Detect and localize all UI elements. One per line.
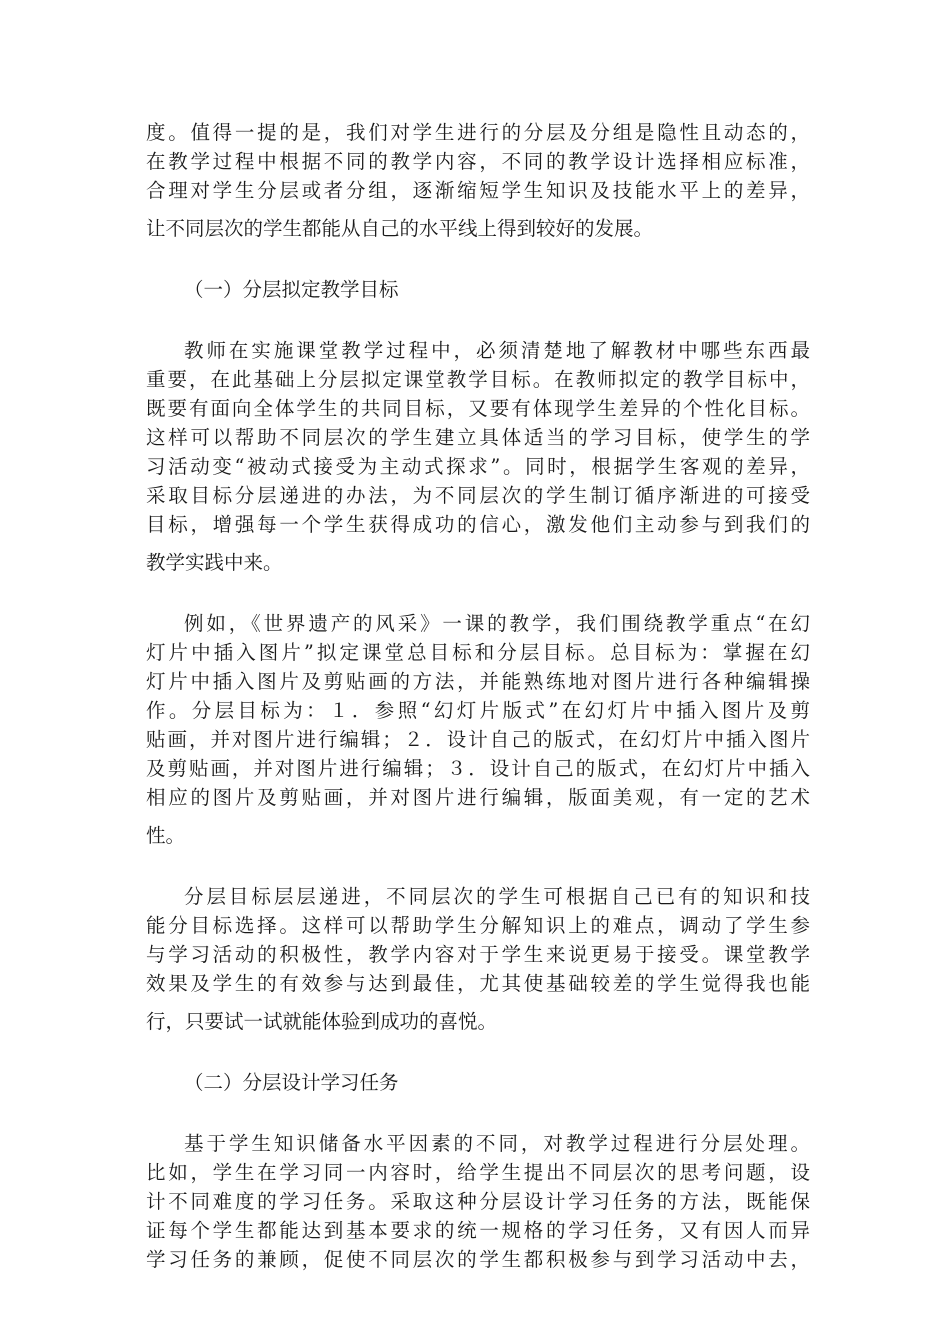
section-heading-1 [146,275,810,304]
document-page [146,118,810,1274]
text-line: 习活动变“被动式接受为主动式探求”。同时，根据学生客观的差异， [146,455,810,478]
text-line: 与学习活动的积极性，教学内容对于学生来说更易于接受。课堂教学 [146,943,810,966]
paragraph-continuation [146,118,810,243]
text-line: 教学实践中来。 [146,551,283,574]
paragraph-example [146,609,810,850]
text-line: 目标，增强每一个学生获得成功的信心，激发他们主动参与到我们的 [146,513,810,536]
text-line: 作。分层目标为：１．参照“幻灯片版式”在幻灯片中插入图片及剪 [146,699,810,722]
heading-text: （二）分层设计学习任务 [184,1071,399,1094]
heading-text: （一）分层拟定教学目标 [184,278,399,301]
section-heading-2 [146,1068,810,1097]
text-line: 行，只要试一试就能体验到成功的喜悦。 [146,1010,498,1033]
paragraph-teaching-goals [146,336,810,577]
text-line: 贴画，并对图片进行编辑；２．设计自己的版式，在幻灯片中插入图片 [146,728,810,751]
paragraph-progressive-goals [146,882,810,1036]
text-line: 在教学过程中根据不同的教学内容，不同的教学设计选择相应标准， [146,150,810,173]
text-line: 相应的图片及剪贴画，并对图片进行编辑，版面美观，有一定的艺术 [146,786,810,809]
text-line: 例如，《世界遗产的风采》一课的教学，我们围绕教学重点“在幻 [184,612,810,635]
text-line: 性。 [146,824,186,847]
text-line: 分层目标层层递进，不同层次的学生可根据自己已有的知识和技 [184,885,810,908]
text-line: 证每个学生都能达到基本要求的统一规格的学习任务，又有因人而异 [146,1219,810,1242]
text-line: 能分目标选择。这样可以帮助学生分解知识上的难点，调动了学生参 [146,914,810,937]
paragraph-learning-tasks [146,1129,810,1274]
text-line: 比如，学生在学习同一内容时，给学生提出不同层次的思考问题，设 [146,1161,810,1184]
text-line: 采取目标分层递进的办法，为不同层次的学生制订循序渐进的可接受 [146,484,810,507]
text-line: 及剪贴画，并对图片进行编辑；３．设计自己的版式，在幻灯片中插入 [146,757,810,780]
text-line: 这样可以帮助不同层次的学生建立具体适当的学习目标，使学生的学 [146,426,810,449]
text-line: 效果及学生的有效参与达到最佳，尤其使基础较差的学生觉得我也能 [146,972,810,995]
text-line: 既要有面向全体学生的共同目标，又要有体现学生差异的个性化目标。 [146,397,810,420]
text-line: 基于学生知识储备水平因素的不同，对教学过程进行分层处理。 [184,1132,810,1155]
text-line: 教师在实施课堂教学过程中，必须清楚地了解教材中哪些东西最 [184,339,810,362]
text-line: 合理对学生分层或者分组，逐渐缩短学生知识及技能水平上的差异， [146,179,810,202]
text-line: 计不同难度的学习任务。采取这种分层设计学习任务的方法，既能保 [146,1190,810,1213]
text-line: 灯片中插入图片”拟定课堂总目标和分层目标。总目标为：掌握在幻 [146,641,810,664]
text-line: 度。值得一提的是，我们对学生进行的分层及分组是隐性且动态的， [146,121,810,144]
text-line: 学习任务的兼顾，促使不同层次的学生都积极参与到学习活动中去， [146,1248,810,1271]
text-line: 重要，在此基础上分层拟定课堂教学目标。在教师拟定的教学目标中， [146,368,810,391]
text-line: 灯片中插入图片及剪贴画的方法，并能熟练地对图片进行各种编辑操 [146,670,810,693]
text-line: 让不同层次的学生都能从自己的水平线上得到较好的发展。 [146,217,654,240]
